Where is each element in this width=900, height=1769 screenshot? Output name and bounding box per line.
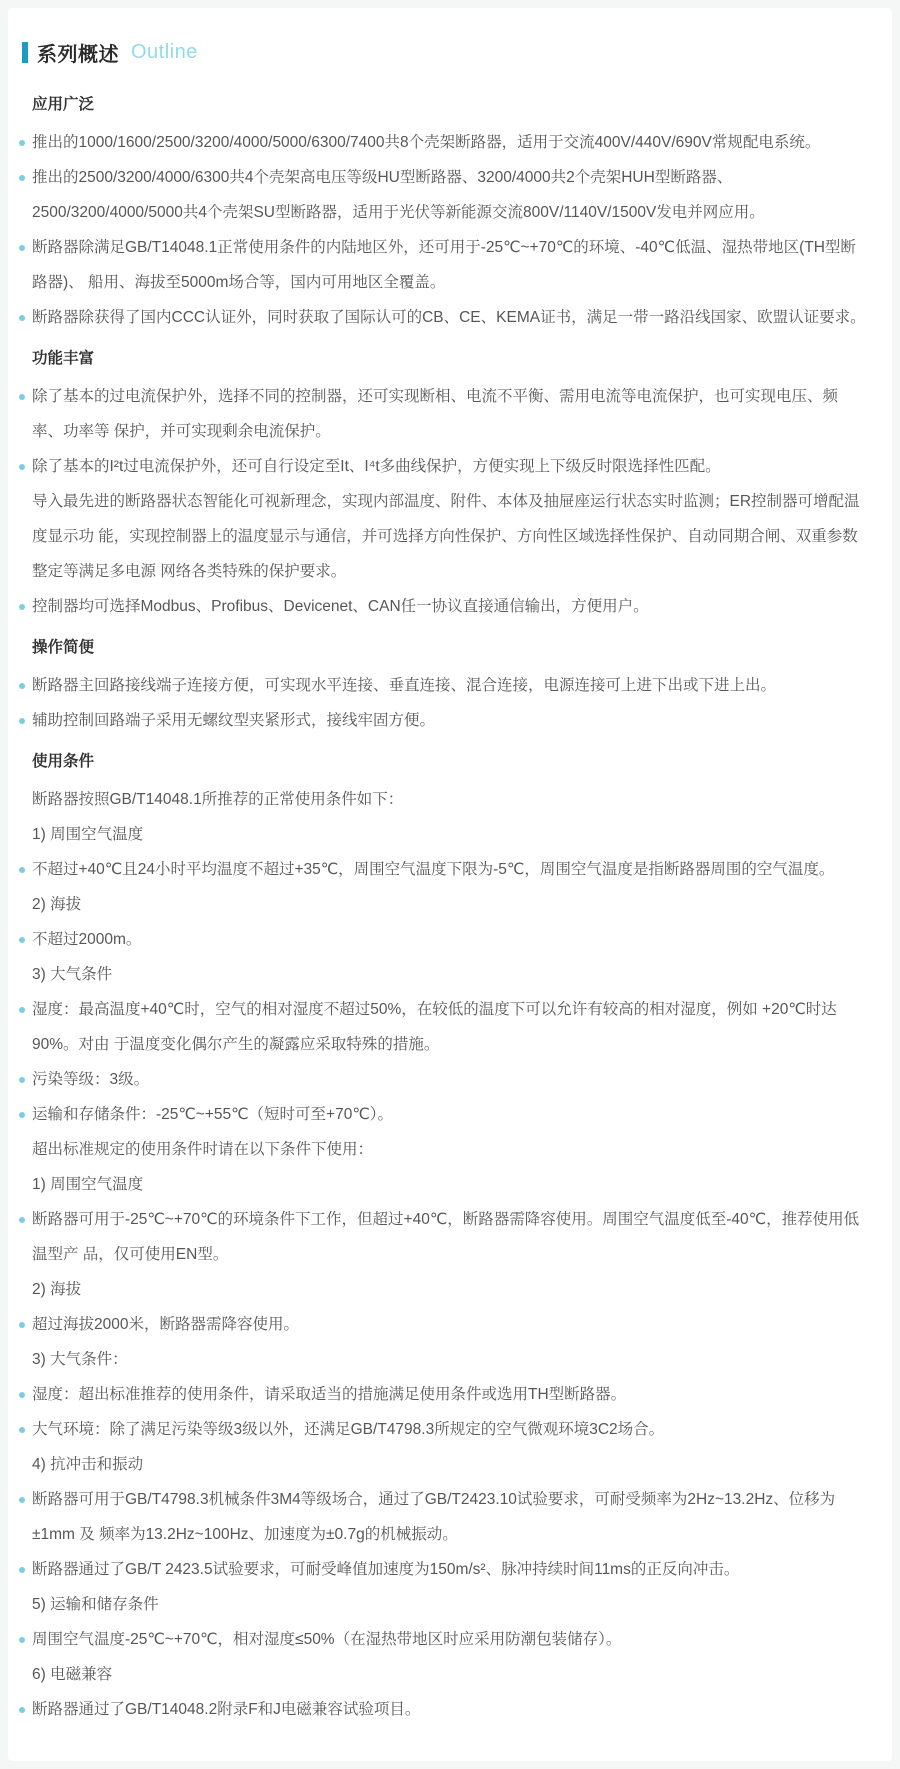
bullet-dot-icon xyxy=(19,1077,25,1083)
bullet-item xyxy=(32,1062,868,1097)
item-text: 断路器按照GB/T14048.1所推荐的正常使用条件如下： xyxy=(32,791,404,808)
text-line xyxy=(32,1657,868,1692)
item-text: 除了基本的过电流保护外，选择不同的控制器，还可实现断相、电流不平衡、需用电流等电流保护，也可实现电压、频率、功率等 保护，并可实现剩余电流保护。 xyxy=(32,388,839,440)
bullet-item xyxy=(32,1307,868,1342)
bullet-dot-icon xyxy=(19,1427,25,1433)
bullet-dot-icon xyxy=(19,1707,25,1713)
bullet-item xyxy=(32,1202,868,1272)
page-header xyxy=(8,8,892,67)
bullet-item xyxy=(32,230,868,300)
bullet-dot-icon xyxy=(19,245,25,251)
text-line xyxy=(32,1342,868,1377)
text-line xyxy=(32,817,868,852)
item-text: 5) 运输和储存条件 xyxy=(32,1596,159,1613)
text-line xyxy=(32,484,868,589)
bullet-item xyxy=(32,992,868,1062)
document-content xyxy=(8,67,892,1761)
item-text: 断路器通过了GB/T 2423.5试验要求，可耐受峰值加速度为150m/s²、脉冲持续时间11ms的正反向冲击。 xyxy=(32,1561,740,1578)
item-text: 推出的1000/1600/2500/3200/4000/5000/6300/7400共8个壳架断路器，适用于交流400V/440V/690V常规配电系统。 xyxy=(32,134,821,151)
item-text: 断路器可用于-25℃~+70℃的环境条件下工作，但超过+40℃，断路器需降容使用。周围空气温度低至-40℃，推荐使用低温型产 品，仅可使用EN型。 xyxy=(32,1211,860,1263)
bullet-dot-icon xyxy=(19,1392,25,1398)
item-text: 控制器均可选择Modbus、Profibus、Devicenet、CAN任一协议直接通信输出，方便用户。 xyxy=(32,598,649,615)
bullet-item xyxy=(32,922,868,957)
item-text: 辅助控制回路端子采用无螺纹型夹紧形式，接线牢固方便。 xyxy=(32,712,436,729)
item-text: 2) 海拔 xyxy=(32,1281,82,1298)
bullet-item xyxy=(32,703,868,738)
item-text: 3) 大气条件 xyxy=(32,966,113,983)
bullet-item xyxy=(32,125,868,160)
bullet-item xyxy=(32,1482,868,1552)
bullet-item xyxy=(32,1097,868,1132)
bullet-dot-icon xyxy=(19,140,25,146)
accent-bar-icon xyxy=(22,42,28,63)
bullet-dot-icon xyxy=(19,394,25,400)
item-text: 6) 电磁兼容 xyxy=(32,1666,113,1683)
item-text: 超出标准规定的使用条件时请在以下条件下使用： xyxy=(32,1141,374,1158)
item-text: 除了基本的I²t过电流保护外，还可自行设定至It、I⁴t多曲线保护，方便实现上下级反时限选择性匹配。 xyxy=(32,458,721,475)
item-text: 断路器可用于GB/T4798.3机械条件3M4等级场合，通过了GB/T2423.10试验要求，可耐受频率为2Hz~13.2Hz、位移为±1mm 及 频率为13.2Hz~100Hz、加速度为±0.7g的机械振动。 xyxy=(32,1491,836,1543)
bullet-dot-icon xyxy=(19,175,25,181)
item-text: 断路器除获得了国内CCC认证外，同时获取了国际认可的CB、CE、KEMA证书，满足一带一路沿线国家、欧盟认证要求。 xyxy=(32,309,866,326)
subsection-heading: 应用广泛 xyxy=(32,96,95,113)
item-text: 推出的2500/3200/4000/6300共4个壳架高电压等级HU型断路器、3200/4000共2个壳架HUH型断路器、 2500/3200/4000/5000共4个壳架SU型断路器，适用于光伏等新能源交流800V/1140V/1500V发电并网应用。 xyxy=(32,169,765,221)
bullet-item xyxy=(32,1692,868,1727)
subsection-heading: 操作简便 xyxy=(32,639,95,656)
bullet-dot-icon xyxy=(19,1322,25,1328)
bullet-item xyxy=(32,668,868,703)
bullet-item xyxy=(32,1412,868,1447)
item-text: 4) 抗冲击和振动 xyxy=(32,1456,144,1473)
text-line xyxy=(32,1447,868,1482)
item-text: 3) 大气条件： xyxy=(32,1351,128,1368)
item-text: 湿度：超出标准推荐的使用条件，请采取适当的措施满足使用条件或选用TH型断路器。 xyxy=(32,1386,627,1403)
text-line xyxy=(32,1167,868,1202)
subsection-heading: 功能丰富 xyxy=(32,350,95,367)
bullet-dot-icon xyxy=(19,1497,25,1503)
bullet-dot-icon xyxy=(19,464,25,470)
bullet-item xyxy=(32,300,868,335)
bullet-dot-icon xyxy=(19,604,25,610)
bullet-dot-icon xyxy=(19,1217,25,1223)
page-title: 系列概述 xyxy=(37,44,119,66)
item-text: 1) 周围空气温度 xyxy=(32,826,144,843)
text-line xyxy=(32,782,868,817)
subsection-heading: 使用条件 xyxy=(32,753,95,770)
item-text: 断路器通过了GB/T14048.2附录F和J电磁兼容试验项目。 xyxy=(32,1701,421,1718)
item-text: 周围空气温度-25℃~+70℃，相对湿度≤50%（在湿热带地区时应采用防潮包装储存）。 xyxy=(32,1631,622,1648)
bullet-item xyxy=(32,1377,868,1412)
item-text: 断路器主回路接线端子连接方便，可实现水平连接、垂直连接、混合连接，电源连接可上进下出或下进上出。 xyxy=(32,677,777,694)
bullet-dot-icon xyxy=(19,937,25,943)
bullet-item xyxy=(32,1552,868,1587)
bullet-item xyxy=(32,379,868,449)
item-text: 超过海拔2000米，断路器需降容使用。 xyxy=(32,1316,299,1333)
item-text: 断路器除满足GB/T14048.1正常使用条件的内陆地区外，还可用于-25℃~+70℃的环境、-40℃低温、湿热带地区(TH型断路器)、 船用、海拔至5000m场合等，国内可用地区全覆盖。 xyxy=(32,239,856,291)
item-text: 污染等级：3级。 xyxy=(32,1071,150,1088)
text-line xyxy=(32,887,868,922)
item-text: 不超过2000m。 xyxy=(32,931,142,948)
bullet-item xyxy=(32,852,868,887)
text-line xyxy=(32,957,868,992)
document-page xyxy=(8,8,892,1761)
item-text: 2) 海拔 xyxy=(32,896,82,913)
bullet-item xyxy=(32,160,868,230)
bullet-dot-icon xyxy=(19,315,25,321)
item-text: 导入最先进的断路器状态智能化可视新理念，实现内部温度、附件、本体及抽屉座运行状态实时监测；ER控制器可增配温度显示功 能，实现控制器上的温度显示与通信，并可选择方向性保护、方向性区域选择性保护、自动同期合闸、双重参数整定等满足多电源 网络各类特殊的保护要求。 xyxy=(32,493,860,580)
bullet-item xyxy=(32,589,868,624)
text-line xyxy=(32,1272,868,1307)
page-subtitle: Outline xyxy=(131,41,198,63)
item-text: 运输和存储条件：-25℃~+55℃（短时可至+70℃）。 xyxy=(32,1106,394,1123)
bullet-dot-icon xyxy=(19,1007,25,1013)
bullet-item xyxy=(32,1622,868,1657)
item-text: 大气环境：除了满足污染等级3级以外，还满足GB/T4798.3所规定的空气微观环境3C2场合。 xyxy=(32,1421,665,1438)
bullet-dot-icon xyxy=(19,1112,25,1118)
item-text: 不超过+40℃且24小时平均温度不超过+35℃，周围空气温度下限为-5℃，周围空气温度是指断路器周围的空气温度。 xyxy=(32,861,835,878)
text-line xyxy=(32,1587,868,1622)
bullet-dot-icon xyxy=(19,867,25,873)
item-text: 1) 周围空气温度 xyxy=(32,1176,144,1193)
bullet-dot-icon xyxy=(19,718,25,724)
bullet-dot-icon xyxy=(19,1637,25,1643)
bullet-item xyxy=(32,449,868,484)
item-text: 湿度：最高温度+40℃时，空气的相对湿度不超过50%，在较低的温度下可以允许有较高的相对湿度，例如 +20℃时达 90%。对由 于温度变化偶尔产生的凝露应采取特殊的措施。 xyxy=(32,1001,837,1053)
bullet-dot-icon xyxy=(19,683,25,689)
bullet-dot-icon xyxy=(19,1567,25,1573)
text-line xyxy=(32,1132,868,1167)
